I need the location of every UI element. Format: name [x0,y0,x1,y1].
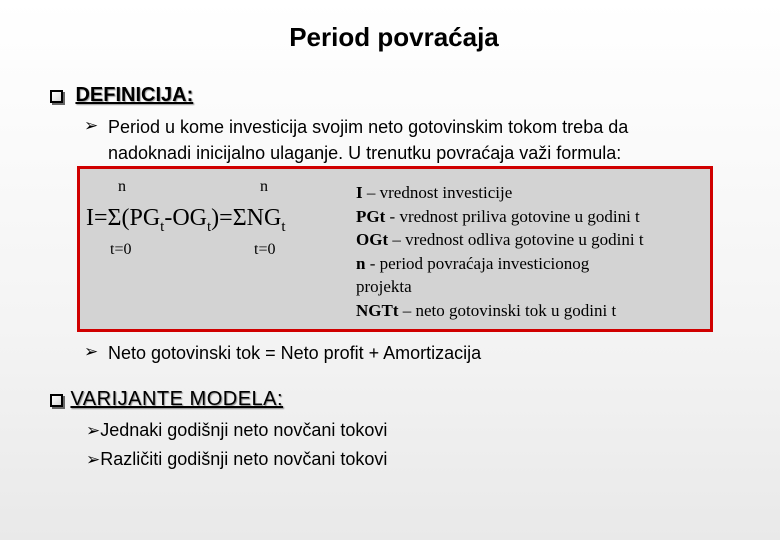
formula-sub-3: t [281,218,286,235]
sum-lower-limit-2: t=0 [254,241,276,258]
arrowhead-icon: ➢ [84,342,99,361]
definicija-text-line1: Period u kome investicija svojim neto gotovinskim tokom treba da [108,117,629,137]
checkbox-square-icon [50,90,63,103]
legend-item: I – vrednost investicije [356,183,513,202]
page-title: Period povraćaja [289,22,499,52]
formula-part-1: I=Σ(PG [86,205,161,231]
definicija-bullet [84,114,724,166]
arrowhead-icon: ➢ [86,450,101,469]
payback-formula [86,205,286,236]
definicija-text-line2: nadoknadi inicijalno ulaganje. U trenutku povraćaja važi formula: [108,143,622,163]
arrowhead-icon: ➢ [84,116,99,135]
formula-box [77,166,713,332]
varijante-heading-row [50,388,283,411]
neto-bullet [84,340,481,366]
formula-sub-1: t [160,218,165,235]
formula-part-3: )=ΣNG [211,205,282,231]
legend-item: projekta [356,277,412,296]
list-item: ➢Jednaki godišnji neto novčani tokovi [86,420,388,440]
legend-item: NGTt – neto gotovinski tok u godini t [356,300,617,320]
checkbox-square-icon [50,394,63,407]
list-item: ➢Različiti godišnji neto novčani tokovi [86,449,388,469]
definicija-heading: DEFINICIJA: [75,84,194,106]
sum-upper-limit-2: n [260,178,268,195]
arrowhead-icon: ➢ [86,421,101,440]
formula-legend [356,181,644,322]
varijante-heading: VARIJANTE MODELA: [70,388,284,410]
legend-item: PGt - vrednost priliva gotovine u godini t [356,206,640,226]
legend-item: OGt – vrednost odliva gotovine u godini t [356,230,644,249]
definicija-heading-row [50,84,193,107]
legend-item: n - period povraćaja investicionog [356,253,590,273]
neto-text: Neto gotovinski tok = Neto profit + Amortizacija [108,343,482,363]
varijante-list [86,416,387,474]
formula-part-2: -OG [164,205,207,231]
sum-lower-limit-1: t=0 [110,241,132,258]
sum-upper-limit-1: n [118,178,126,195]
formula-sub-2: t [207,218,212,235]
